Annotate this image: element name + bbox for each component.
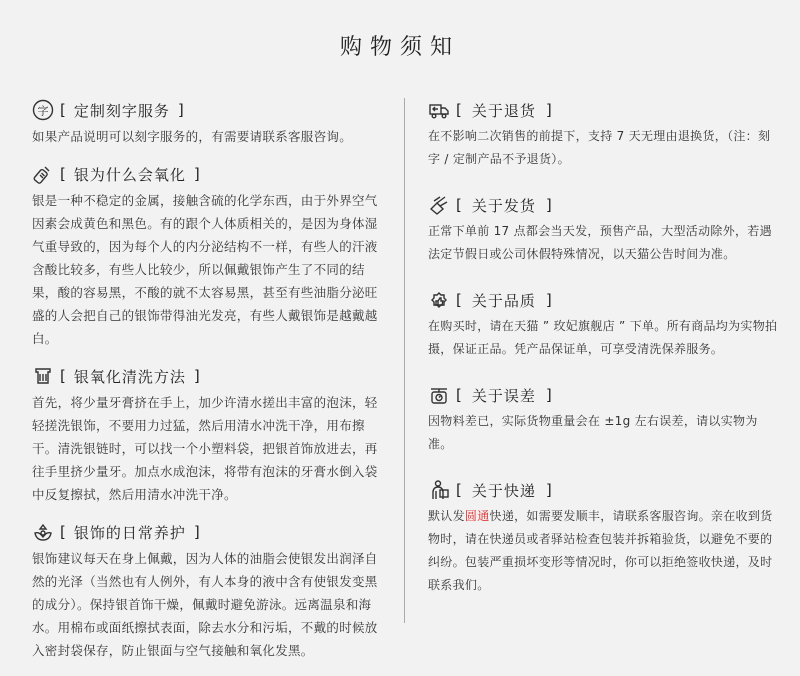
section-title: 银饰的日常养护 (73, 523, 186, 542)
bracket-close: ] (545, 386, 552, 404)
column-divider (404, 98, 405, 623)
bracket-close: ] (545, 196, 552, 214)
section-title: 银氧化清洗方法 (73, 367, 186, 386)
body-text: 快递，如需要发顺丰，请联系客服咨询。亲在收到货物时，请在快递员或者驿站检查包装并拆箱验货，以避免不要的纠纷。包装严重损坏变形等情况时，你可以拒绝签收快递，及时联系我们。 (428, 509, 773, 592)
bracket-open: [ (456, 386, 462, 404)
section-title: 关于误差 (471, 386, 536, 405)
bracket-close: ] (545, 481, 552, 499)
care-icon (32, 521, 54, 543)
section-body: 在购买时，请在天猫 ” 玫妃旗舰店 ” 下单。所有商品均为实物拍摄，保证正品。凭产品保证单，可享受清洗保养服务。 (428, 319, 778, 356)
svg-text:字: 字 (37, 104, 49, 118)
section-returns (428, 98, 778, 171)
section-header (428, 478, 778, 502)
section-header (428, 98, 778, 122)
return-truck-icon (428, 99, 450, 121)
engrave-icon (32, 99, 54, 121)
bracket-open: [ (60, 101, 66, 119)
section-daily-care (32, 520, 384, 662)
section-oxidation (32, 162, 384, 350)
bracket-open: [ (60, 165, 66, 183)
section-body (428, 505, 778, 597)
section-header (428, 288, 778, 312)
section-body: 银是一种不稳定的金属，接触含硫的化学东西，由于外界空气因素会成黄色和黑色。有的跟个人体质相关的，是因为身体湿气重导致的，因为每个人的内分泌结构不一样，有些人的汗液含酸比较多，有些人比较少，所以佩戴银饰产生了不同的结果，酸的容易黑，不酸的就不太容易黑，甚至有些油脂分泌旺盛的人会把自己的银饰带得油光发亮，有些人戴银饰是越戴越白。 (32, 193, 378, 346)
bottle-icon (32, 163, 54, 185)
section-body: 正常下单前 17 点都会当天发，预售产品，大型活动除外，若遇法定节假日或公司休假特殊情况，以天猫公告时间为准。 (428, 224, 772, 261)
section-body: 因物料差已，实际货物重量会在 ±1g 左右误差，请以实物为准。 (428, 414, 758, 451)
section-header (428, 383, 778, 407)
bracket-open: [ (456, 196, 462, 214)
bracket-close: ] (193, 367, 200, 385)
section-title: 定制刻字服务 (73, 101, 170, 120)
section-title: 关于品质 (471, 291, 536, 310)
section-title: 关于发货 (471, 196, 536, 215)
bracket-open: [ (60, 523, 66, 541)
courier-icon (428, 479, 450, 501)
scale-icon (428, 384, 450, 406)
section-title: 关于快递 (471, 481, 536, 500)
section-error (428, 383, 778, 456)
section-header (32, 520, 384, 544)
section-engraving (32, 98, 384, 148)
bracket-open: [ (60, 367, 66, 385)
bracket-open: [ (456, 481, 462, 499)
body-text: 默认发 (428, 509, 465, 523)
highlight-courier-name: 圆通 (464, 509, 490, 523)
section-cleaning (32, 364, 384, 506)
bracket-open: [ (456, 101, 462, 119)
bracket-close: ] (545, 291, 552, 309)
page-title: 购物须知 (339, 35, 460, 60)
section-quality (428, 288, 778, 361)
section-title: 关于退货 (471, 101, 536, 120)
shipping-icon (428, 194, 450, 216)
section-body: 在不影响二次销售的前提下，支持 7 天无理由退换货，（注：刻字 / 定制产品不予退货）。 (428, 129, 771, 166)
right-column (428, 98, 778, 611)
section-shipping (428, 193, 778, 266)
bracket-close: ] (193, 165, 200, 183)
section-header (32, 162, 384, 186)
section-title: 银为什么会氧化 (73, 165, 186, 184)
bracket-close: ] (545, 101, 552, 119)
section-express (428, 478, 778, 597)
left-column (32, 98, 384, 676)
bracket-close: ] (177, 101, 184, 119)
section-body: 如果产品说明可以刻字服务的，有需要请联系客服咨询。 (32, 129, 353, 144)
thumbs-up-icon (428, 289, 450, 311)
section-body: 首先，将少量牙膏挤在手上，加少许清水搓出丰富的泡沫，轻轻搓洗银饰，不要用力过猛，然后用清水冲洗干净，用布擦干。清洗银链时，可以找一个小塑料袋，把银首饰放进去，再往手里挤少量牙。加点水成泡沫，将带有泡沫的牙膏水倒入袋中反复擦拭，然后用清水冲洗干净。 (32, 395, 378, 502)
bracket-close: ] (193, 523, 200, 541)
section-header (32, 98, 384, 122)
bracket-open: [ (456, 291, 462, 309)
section-body: 银饰建议每天在身上佩戴，因为人体的油脂会使银发出润泽自然的光泽（当然也有人例外，有人本身的液中含有使银发变黑的成分）。保持银首饰干燥，佩戴时避免游泳。远离温泉和海水。用棉布或面纸擦拭表面，除去水分和污垢，不戴的时候放入密封袋保存，防止银面与空气接触和氧化发黑。 (32, 551, 378, 658)
section-header (428, 193, 778, 217)
section-header (32, 364, 384, 388)
cloth-icon (32, 365, 54, 387)
